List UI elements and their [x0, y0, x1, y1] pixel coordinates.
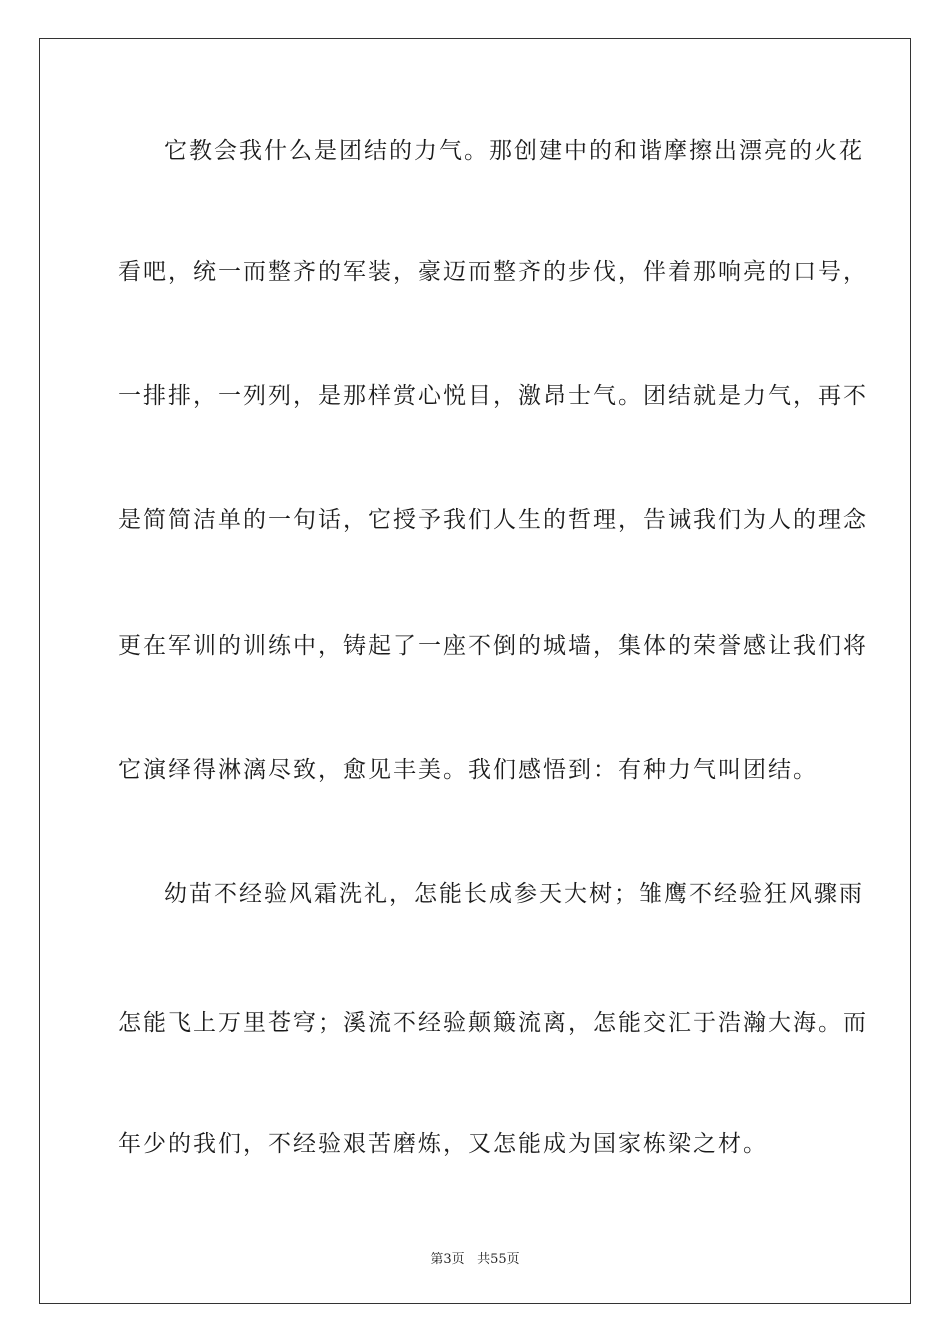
paragraph-2-line-2: 怎能飞上万里苍穹；溪流不经验颠簸流离，怎能交汇于浩瀚大海。而 [118, 1010, 868, 1036]
page-border [39, 38, 911, 1304]
paragraph-1-line-3: 一排排，一列列，是那样赏心悦目，激昂士气。团结就是力气，再不 [118, 383, 868, 409]
page-footer [0, 1248, 950, 1267]
page-number: 第3页 [430, 1252, 465, 1267]
paragraph-2-line-3: 年少的我们，不经验艰苦磨炼，又怎能成为国家栋梁之材。 [118, 1131, 768, 1157]
paragraph-2-line-1: 幼苗不经验风霜洗礼，怎能长成参天大树；雏鹰不经验狂风骤雨 [164, 881, 864, 907]
paragraph-1-line-5: 更在军训的训练中，铸起了一座不倒的城墙，集体的荣誉感让我们将 [118, 633, 868, 659]
total-pages: 共55页 [477, 1252, 520, 1267]
paragraph-1-line-6: 它演绎得淋漓尽致，愈见丰美。我们感悟到：有种力气叫团结。 [118, 757, 818, 783]
paragraph-1-line-4: 是简简洁单的一句话，它授予我们人生的哲理，告诫我们为人的理念 [118, 507, 868, 533]
paragraph-1-line-2: 看吧，统一而整齐的军装，豪迈而整齐的步伐，伴着那响亮的口号， [118, 259, 868, 285]
paragraph-1-line-1: 它教会我什么是团结的力气。那创建中的和谐摩擦出漂亮的火花 [164, 138, 864, 164]
